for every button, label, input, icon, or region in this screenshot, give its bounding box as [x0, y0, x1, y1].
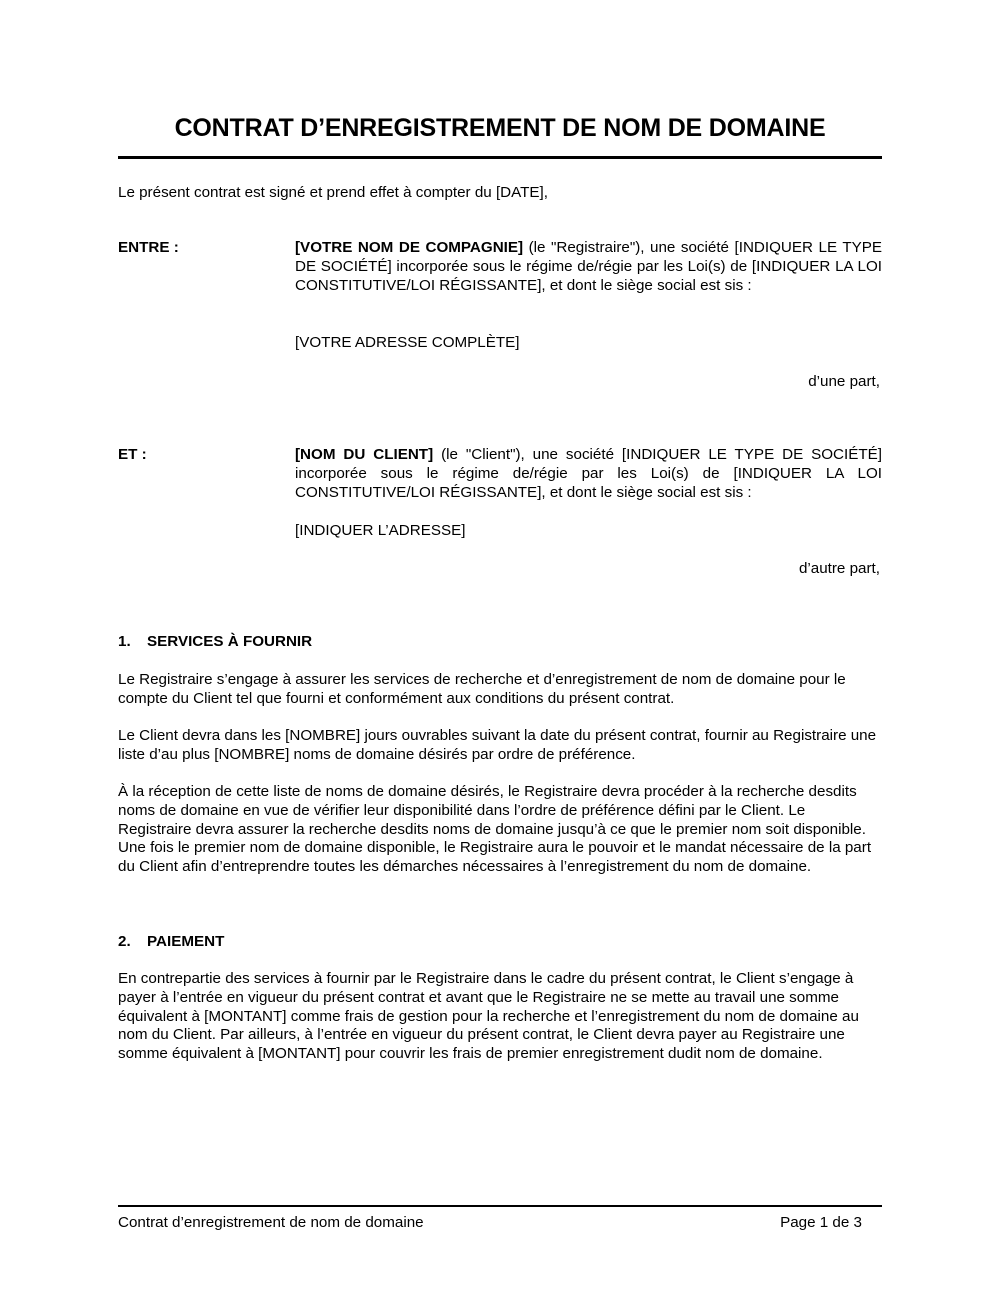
- party-address: [VOTRE ADRESSE COMPLÈTE]: [295, 334, 520, 351]
- page-number: Page 1 de 3: [780, 1214, 862, 1231]
- section-number: 2.: [118, 933, 131, 950]
- section-heading-services: [118, 632, 312, 651]
- title-divider: [118, 156, 882, 159]
- section-title: PAIEMENT: [147, 933, 225, 950]
- intro-text: Le présent contrat est signé et prend effet à compter du [DATE],: [118, 184, 548, 201]
- section-title: SERVICES À FOURNIR: [147, 633, 313, 650]
- party-details: (le "Client"), une société [INDIQUER LE TYPE DE SOCIÉTÉ] incorporée sous le régime de/régie par les Loi(s) de [INDIQUER LA LOI CONSTITUTIVE/LOI RÉGISSANTE], et dont le siège social est sis :: [295, 446, 883, 501]
- footer-document-name: Contrat d’enregistrement de nom de domaine: [118, 1214, 424, 1231]
- party-address: [INDIQUER L’ADRESSE]: [295, 522, 466, 539]
- party-label: ET :: [118, 446, 147, 463]
- party-details: (le "Registraire"), une société [INDIQUER LE TYPE DE SOCIÉTÉ] incorporée sous le régime de/régie par les Loi(s) de [INDIQUER LA LOI CONSTITUTIVE/LOI RÉGISSANTE], et dont le siège social est sis :: [295, 239, 883, 294]
- paragraph: Le Client devra dans les [NOMBRE] jours ouvrables suivant la date du présent contrat, fournir au Registraire une liste d’au plus [NOMBRE] noms de domaine désirés par ordre de préférence.: [118, 727, 877, 763]
- paragraph: En contrepartie des services à fournir par le Registraire dans le cadre du présent contrat, le Client s’engage à payer à l’entrée en vigueur du présent contrat et avant que le Registraire ne se mette au travail une somme équivalent à [MONTANT] comme frais de gestion pour la recherche et l’enregistrement du nom de domaine au nom du Client. Par ailleurs, à l’entrée en vigueur du présent contrat, le Client devra payer au Registraire une somme équivalent à [MONTANT] pour couvrir les frais de premier enregistrement dudit nom de domaine.: [118, 970, 859, 1063]
- party-part-label: d’une part,: [808, 373, 880, 390]
- party-name: [NOM DU CLIENT]: [295, 446, 434, 463]
- party-name: [VOTRE NOM DE COMPAGNIE]: [295, 239, 524, 256]
- document-title: CONTRAT D’ENREGISTREMENT DE NOM DE DOMAINE: [174, 114, 826, 142]
- paragraph: À la réception de cette liste de noms de domaine désirés, le Registraire devra procéder à la recherche desdits noms de domaine en vue de vérifier leur disponibilité dans l’ordre de préférence défini par le Client. Le Registraire devra assurer la recherche desdits noms de domaine jusqu’à ce que le premier nom soit disponible. Une fois le premier nom de domaine disponible, le Registraire aura le pouvoir et le mandat nécessaire de la part du Client afin d’entreprendre toutes les démarches nécessaires à l’enregistrement du nom de domaine.: [118, 783, 872, 876]
- footer-divider: [118, 1205, 882, 1207]
- party-description: [295, 238, 882, 295]
- section-number: 1.: [118, 633, 131, 650]
- party-part-label: d’autre part,: [798, 560, 880, 577]
- section-heading-payment: [118, 932, 224, 951]
- party-description: [295, 445, 882, 502]
- document-page: [118, 0, 882, 1290]
- paragraph: Le Registraire s’engage à assurer les services de recherche et d’enregistrement de nom de domaine pour le compte du Client tel que fourni et conformément aux conditions du présent contrat.: [118, 671, 846, 707]
- party-label: ENTRE :: [118, 239, 179, 256]
